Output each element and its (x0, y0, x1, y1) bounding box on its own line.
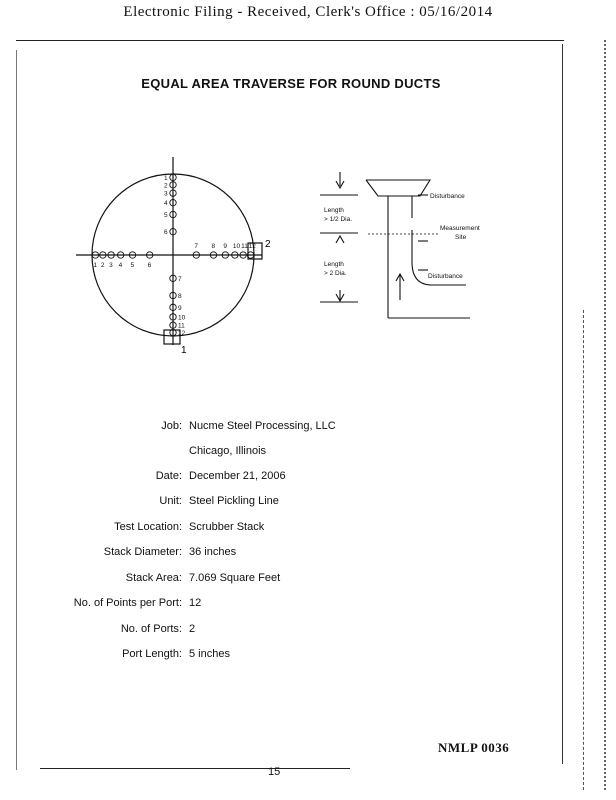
points-value: 12 (189, 597, 202, 609)
unit-label: Unit: (159, 495, 182, 507)
ports-label: No. of Ports: (120, 623, 182, 635)
bates-page-id: NMLP 0036 (438, 740, 510, 755)
port-length-value: 5 inches (189, 648, 230, 660)
port-2-label: 2 (265, 239, 271, 250)
svg-text:Site: Site (455, 234, 467, 241)
test-location-label: Test Location: (114, 521, 182, 533)
stack-schematic-labels (324, 193, 480, 280)
svg-text:Measurement: Measurement (440, 225, 480, 232)
vertical-point-label-8: 8 (178, 293, 182, 300)
horizontal-point-label-5: 5 (130, 262, 135, 269)
vertical-point-label-11: 11 (178, 322, 185, 330)
horizontal-point-label-6: 6 (147, 262, 152, 269)
vertical-point-label-2: 2 (164, 182, 168, 190)
svg-text:Length: Length (324, 207, 344, 214)
stack-diameter-label: Stack Diameter: (103, 546, 182, 558)
svg-text:Disturbance: Disturbance (428, 273, 463, 280)
bottom-rule (40, 768, 350, 769)
duct-cross-section (76, 157, 262, 345)
vertical-point-label-9: 9 (178, 304, 182, 312)
ports-value: 2 (189, 623, 196, 635)
location-value: Chicago, Illinois (189, 445, 267, 457)
vertical-point-label-7: 7 (178, 275, 182, 283)
vertical-point-label-12: 12 (178, 330, 186, 338)
port-1-label: 1 (181, 345, 187, 356)
svg-text:Disturbance: Disturbance (430, 193, 465, 200)
horizontal-point-label-8: 8 (211, 243, 216, 250)
date-value: December 21, 2006 (189, 470, 286, 482)
horizontal-point-label-1: 1 (93, 262, 98, 269)
horizontal-point-label-12: 12 (248, 243, 256, 250)
stack-area-value: 7.069 Square Feet (189, 572, 281, 584)
horizontal-point-label-2: 2 (100, 262, 105, 269)
vertical-point-label-1: 1 (164, 174, 168, 182)
horizontal-point-label-4: 4 (118, 262, 123, 269)
horizontal-point-label-3: 3 (109, 262, 113, 269)
svg-text:Length: Length (324, 261, 344, 268)
unit-value: Steel Pickling Line (189, 495, 279, 507)
job-label: Job: (161, 420, 182, 432)
vertical-point-label-10: 10 (178, 314, 186, 322)
vertical-point-label-4: 4 (164, 200, 168, 208)
date-label: Date: (155, 470, 182, 482)
svg-text:> 1/2 Dia.: > 1/2 Dia. (324, 216, 353, 223)
job-value: Nucme Steel Processing, LLC (189, 420, 336, 432)
port-length-label: Port Length: (122, 648, 182, 660)
vertical-point-labels (164, 175, 186, 337)
vertical-point-label-6: 6 (164, 229, 168, 237)
filing-stamp: Electronic Filing - Received, Clerk's Office : 05/16/2014 (123, 4, 493, 20)
document-title: EQUAL AREA TRAVERSE FOR ROUND DUCTS (141, 76, 441, 91)
horizontal-point-label-10: 10 (232, 243, 241, 250)
page-number: 15 (268, 766, 281, 778)
points-label: No. of Points per Port: (73, 597, 182, 609)
stack-area-label: Stack Area: (125, 572, 182, 584)
svg-text:> 2 Dia.: > 2 Dia. (324, 270, 347, 277)
vertical-point-label-5: 5 (164, 212, 168, 219)
horizontal-point-label-7: 7 (194, 243, 198, 250)
horizontal-point-label-11: 11 (241, 243, 248, 250)
vertical-point-label-3: 3 (164, 190, 168, 198)
horizontal-point-label-9: 9 (223, 243, 227, 250)
test-location-value: Scrubber Stack (189, 521, 265, 533)
stack-diameter-value: 36 inches (189, 546, 237, 558)
